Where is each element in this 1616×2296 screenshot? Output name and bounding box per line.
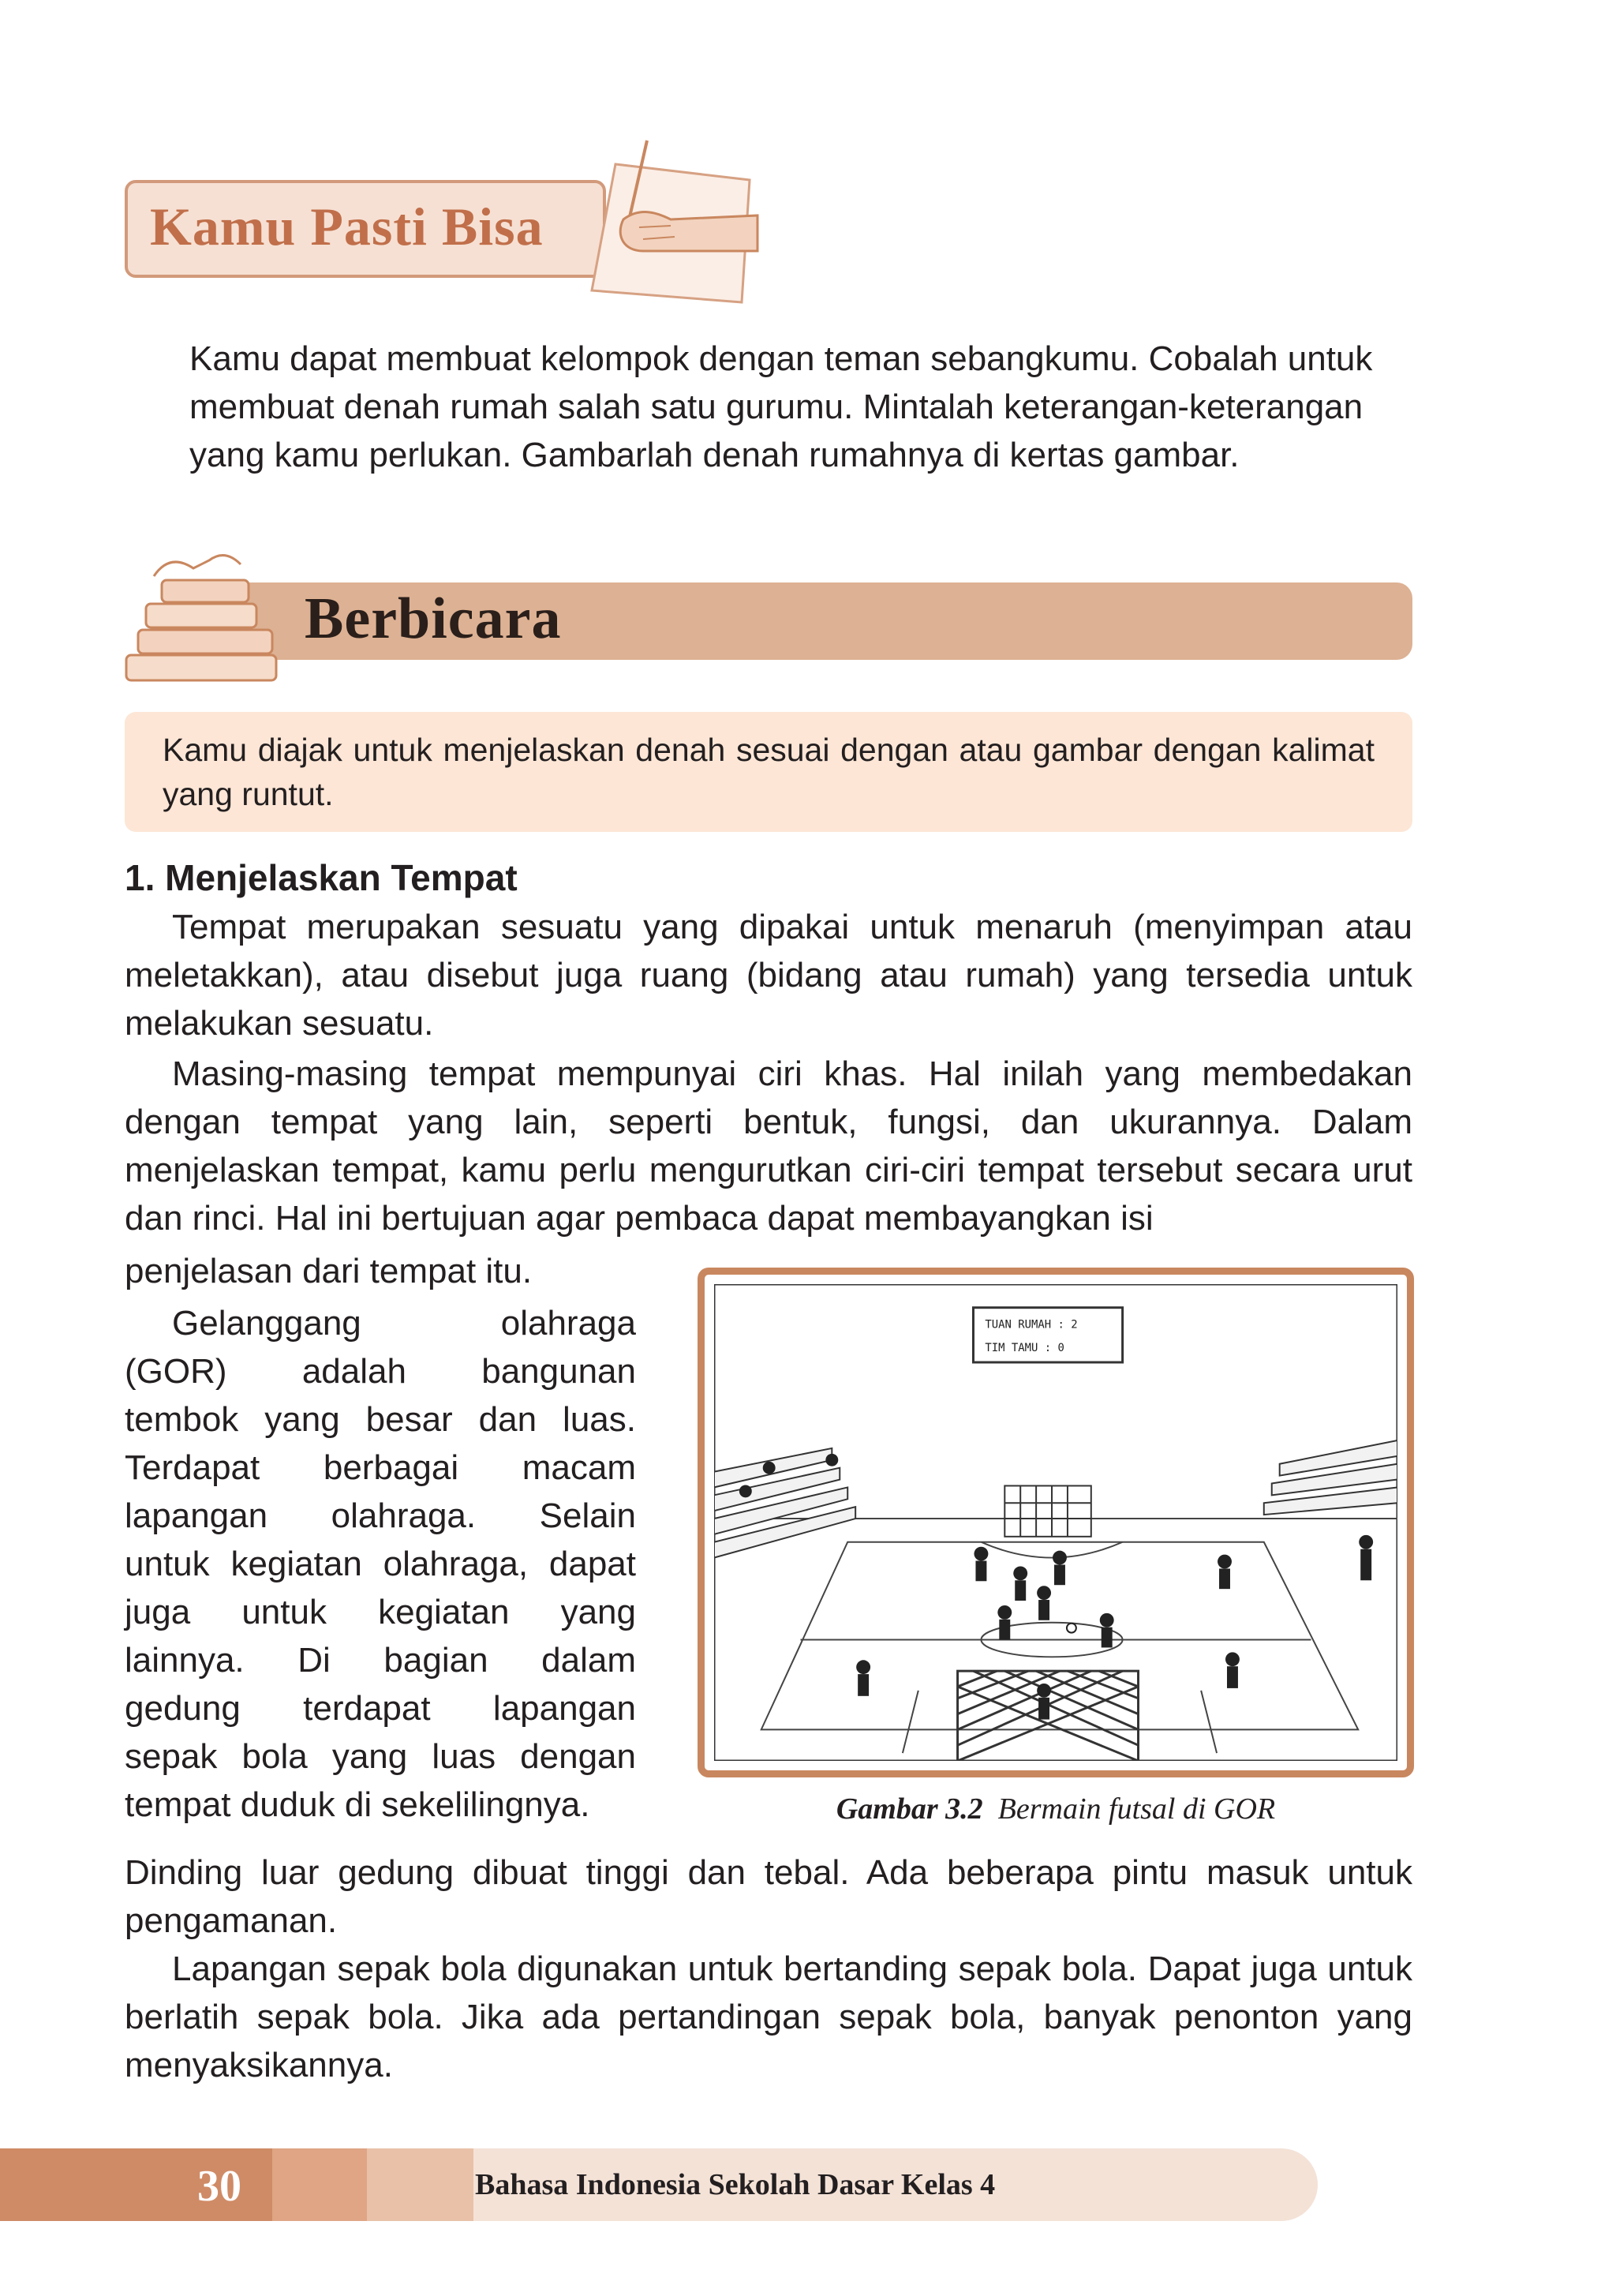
scoreboard-line-1: TUAN RUMAH : 2 <box>985 1318 1078 1332</box>
footer-book-title: Bahasa Indonesia Sekolah Dasar Kelas 4 <box>475 2168 996 2201</box>
books-icon <box>122 545 288 687</box>
paragraph-3-column <box>125 1299 636 1829</box>
paragraph-2-end: penjelasan dari tempat itu. <box>125 1252 533 1290</box>
ball-icon <box>1067 1624 1076 1633</box>
kamu-pasti-bisa-text: Kamu dapat membuat kelompok dengan teman sebangkumu. Cobalah untuk membuat denah rumah salah satu gurumu. Mintalah keterangan-keterangan yang kamu perlukan. Gambarlah denah rumahnya di kertas gambar. <box>189 339 1373 474</box>
figure-caption <box>698 1792 1414 1826</box>
paragraph-3-end: Dinding luar gedung dibuat tinggi dan tebal. Ada beberapa pintu masuk untuk pengamanan. <box>125 1853 1412 1940</box>
column-line: tempat duduk di sekelilingnya. <box>125 1785 590 1824</box>
kamu-pasti-bisa-title: Kamu Pasti Bisa <box>150 197 544 257</box>
column-line: (GOR) adalah bangunan <box>125 1352 636 1391</box>
caption-label: Gambar 3.2 <box>836 1792 983 1826</box>
footer-bar-segment <box>367 2148 473 2221</box>
page-number: 30 <box>197 2162 241 2211</box>
column-line: lainnya. Di bagian dalam <box>125 1641 636 1680</box>
section-heading: 1. Menjelaskan Tempat <box>125 857 518 898</box>
column-line: Gelanggang olahraga <box>172 1304 636 1343</box>
column-line: tembok yang besar dan luas. <box>125 1400 636 1439</box>
objective-text: Kamu diajak untuk menjelaskan denah sesuai dengan atau gambar dengan kalimat yang runtut. <box>163 732 1375 812</box>
figure-frame <box>698 1268 1414 1777</box>
objective-box <box>125 712 1412 832</box>
column-line: Terdapat berbagai macam <box>125 1448 636 1487</box>
column-line: untuk kegiatan olahraga, dapat <box>125 1545 636 1583</box>
footer-bar-segment <box>272 2148 367 2221</box>
paragraph-1: Tempat merupakan sesuatu yang dipakai untuk menaruh (menyimpan atau meletakkan), atau disebut juga ruang (bidang atau rumah) yang tersedia untuk melakukan sesuatu. <box>125 908 1412 1043</box>
paragraph-4: Lapangan sepak bola digunakan untuk bertanding sepak bola. Dapat juga untuk berlatih sepak bola. Jika ada pertandingan sepak bola, banyak penonton yang menyaksikannya. <box>125 1950 1412 2084</box>
scoreboard-line-2: TIM TAMU : 0 <box>985 1342 1064 1355</box>
column-line: lapangan olahraga. Selain <box>125 1496 636 1535</box>
column-line: juga untuk kegiatan yang <box>125 1593 636 1631</box>
column-line: sepak bola yang luas dengan <box>125 1737 636 1776</box>
caption-text: Bermain futsal di GOR <box>997 1792 1276 1826</box>
berbicara-title: Berbicara <box>305 586 562 651</box>
paragraph-2: Masing-masing tempat mempunyai ciri khas. Hal inilah yang membedakan dengan tempat yang lain, seperti bentuk, fungsi, dan ukurannya. Dalam menjelaskan tempat, kamu perlu mengurutkan ciri-ciri tempat tersebut secara urut dan rinci. Hal ini bertujuan agar pembaca dapat membayangkan isi <box>125 1054 1412 1238</box>
futsal-gor-illustration <box>714 1284 1397 1761</box>
writing-hand-illustration <box>568 133 773 314</box>
column-line: gedung terdapat lapangan <box>125 1689 636 1728</box>
